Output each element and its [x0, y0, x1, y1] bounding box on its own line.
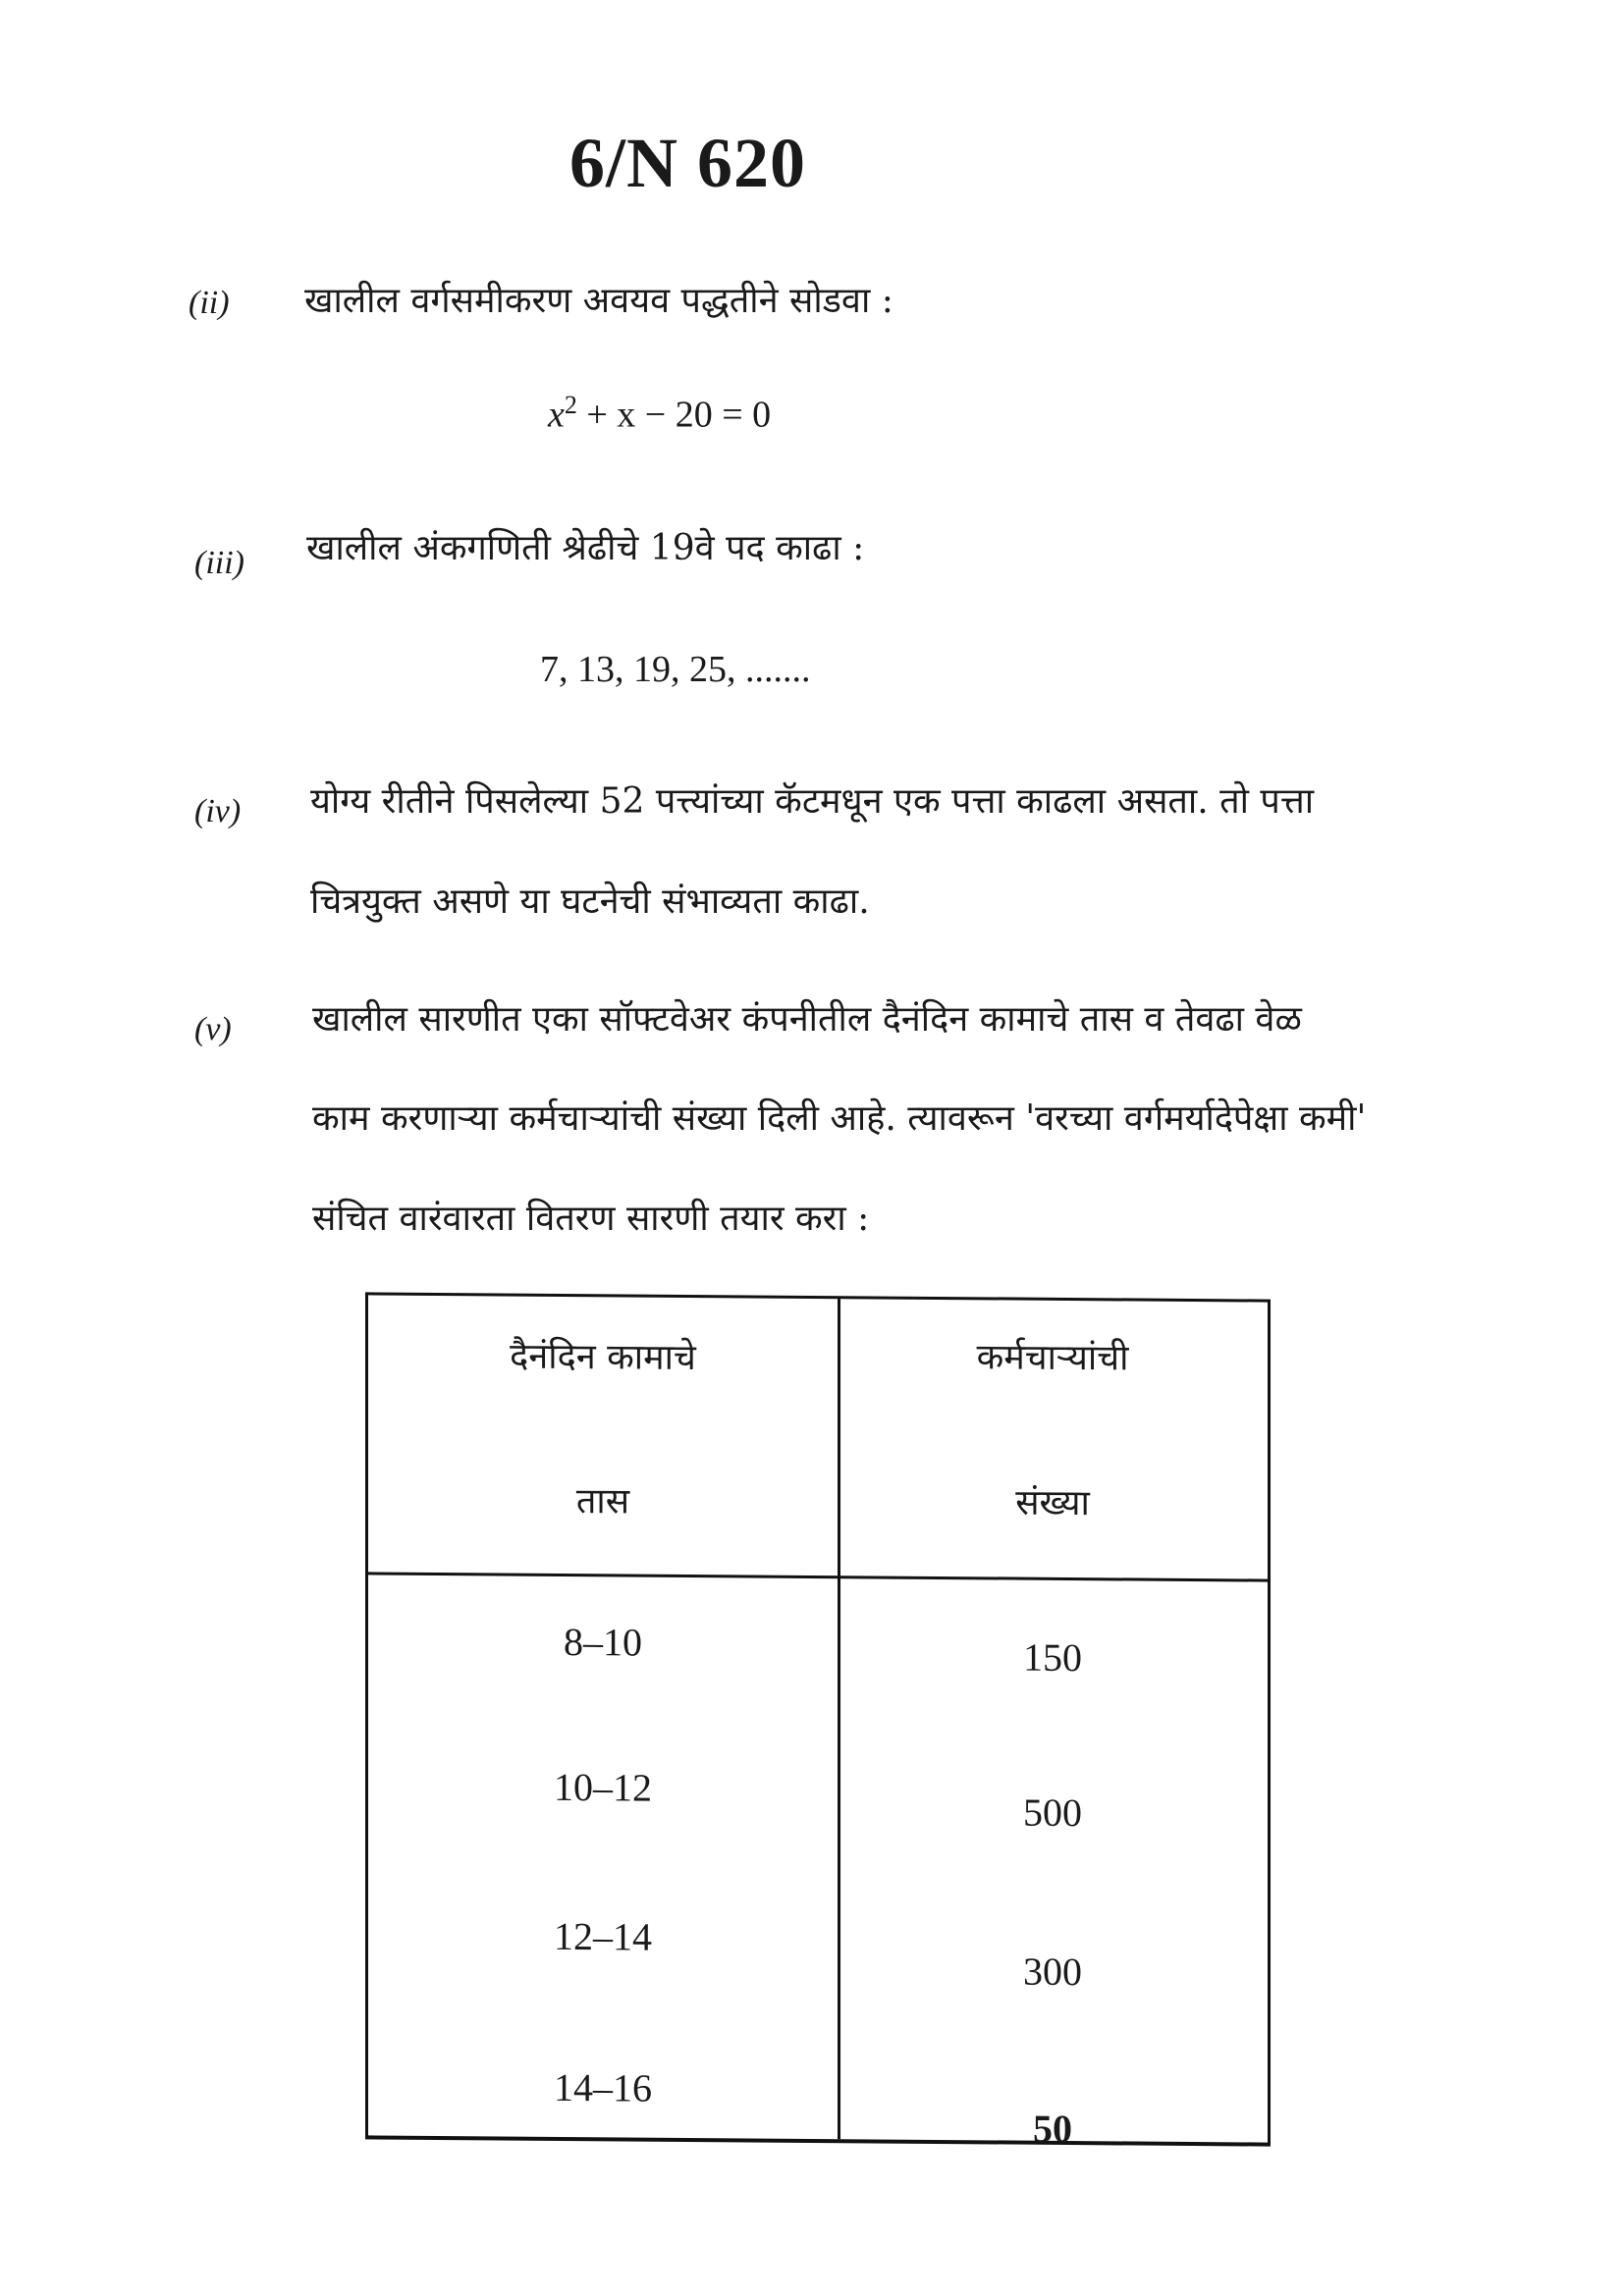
question-number-ii: (ii) — [189, 285, 230, 321]
table-row-employees: 500 — [1023, 1789, 1082, 1836]
working-hours-table — [365, 1292, 1271, 2152]
header-employees-line-1: कर्मचाऱ्यांची — [976, 1337, 1129, 1379]
equation-rest: + x − 20 = 0 — [586, 394, 772, 436]
question-iv-line-1: योग्य रीतीने पिसलेल्या 52 पत्त्यांच्या कॅटमधून एक पत्ता काढला असता. तो पत्ता — [310, 781, 1315, 822]
arithmetic-series: 7, 13, 19, 25, ....... — [540, 649, 811, 690]
table-row-hours: 8–10 — [564, 1619, 642, 1665]
header-employees-line-2: संख्या — [1015, 1482, 1090, 1524]
equation-exponent: 2 — [564, 391, 577, 419]
table-row-employees: 300 — [1023, 1949, 1082, 1995]
question-number-v: (v) — [194, 1011, 232, 1047]
table-header-divider — [368, 1572, 1268, 1581]
question-v-line-3: संचित वारंवारता वितरण सारणी तयार करा : — [312, 1199, 870, 1239]
table-column-divider — [838, 1299, 840, 2139]
question-number-iv: (iv) — [194, 793, 242, 829]
table-row-employees: 150 — [1023, 1634, 1082, 1681]
table-row-employees: 50 — [1033, 2106, 1072, 2152]
header-hours-line-1: दैनंदिन कामाचे — [510, 1336, 696, 1379]
question-iv-line-2: चित्रयुक्त असणे या घटनेची संभाव्यता काढा. — [310, 881, 870, 922]
page-code: 6/N 620 — [569, 124, 806, 202]
question-ii-text: खालील वर्गसमीकरण अवयव पद्धतीने सोडवा : — [304, 281, 893, 321]
question-iii-text: खालील अंकगणिती श्रेढीचे 19वे पद काढा : — [306, 528, 865, 568]
header-hours-line-2: तास — [575, 1481, 630, 1522]
quadratic-equation — [548, 391, 771, 437]
table-row-hours: 10–12 — [554, 1764, 652, 1810]
question-v-line-1: खालील सारणीत एका सॉफ्टवेअर कंपनीतील दैनंदिन कामाचे तास व तेवढा वेळ — [312, 999, 1302, 1040]
table-row-hours: 14–16 — [554, 2064, 652, 2110]
question-v-line-2: काम करणाऱ्या कर्मचाऱ्यांची संख्या दिली आहे. त्यावरून 'वरच्या वर्गमर्यादेपेक्षा कमी' — [312, 1098, 1367, 1139]
question-number-iii: (iii) — [194, 545, 244, 581]
table-row-hours: 12–14 — [554, 1913, 652, 1959]
equation-base: x — [548, 394, 565, 436]
